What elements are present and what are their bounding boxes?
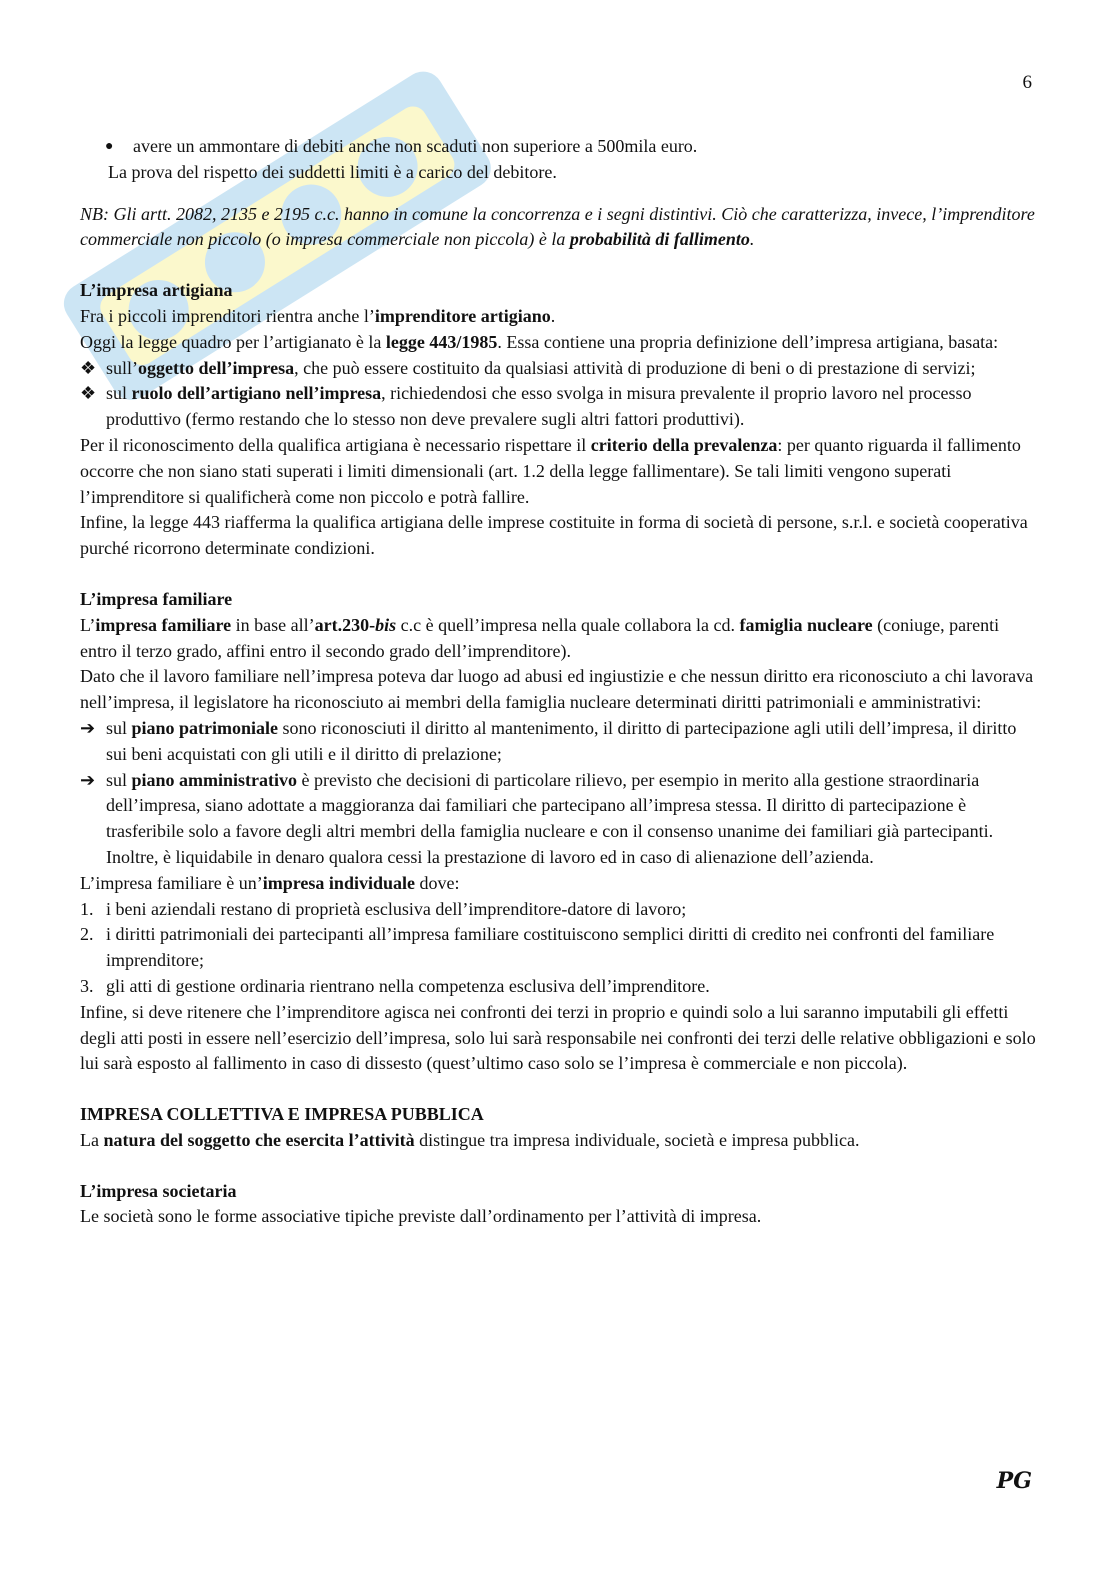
page-number: 6 — [1022, 72, 1032, 93]
paragraph: L’impresa familiare è un’impresa individuale dove: — [80, 872, 460, 893]
numbered-item: 2. i diritti patrimoniali dei partecipanti all’impresa familiare costituiscono semplici diritti di credito nei confronti del familiare imprenditore; — [80, 924, 995, 971]
paragraph: Dato che il lavoro familiare nell’impresa poteva dar luogo ad abusi ed ingiustizie e che nessun diritto era riconosciuto a chi lavorava nell’impresa, il legislatore ha riconosciuto ai membri della famiglia nucleare determinati diritti patrimoniali e amministrativi: — [80, 666, 1034, 713]
diamond-icon: ❖ — [80, 383, 97, 404]
footer-signature: PG — [996, 1468, 1032, 1494]
list-item: ❖ sul ruolo dell’artigiano nell’impresa, richiedendosi che esso svolga in misura prevalente il proprio lavoro nel processo produttivo (fermo restando che lo stesso non deve prevalere sugli altri fattori produttivi). — [80, 381, 1040, 433]
paragraph: Infine, si deve ritenere che l’imprenditore agisca nei confronti dei terzi in proprio e quindi solo a lui saranno imputabili gli effetti degli atti posti in essere nell’esercizio dell’impresa, solo lui sarà responsabile nei confronti dei terzi delle relative obbligazioni e solo lui sarà esposto al fallimento in caso di dissesto (quest’ultimo caso solo se l’impresa è commerciale e non piccola). — [80, 1001, 1036, 1074]
arrow-icon: ➔ — [80, 769, 96, 790]
list-item: ➔ sul piano amministrativo è previsto che decisioni di particolare rilievo, per esempio in merito alla gestione straordinaria dell’impresa, siano adottate a maggioranza dai familiari che partecipano all’impresa stessa. Il diritto di partecipazione è trasferibile solo a favore degli altri membri della famiglia nucleare e con il consenso unanime dei familiari già partecipanti. Inoltre, è liquidabile in denaro qualora cessi la prestazione di lavoro ed in caso di alienazione dell’azienda. — [80, 768, 1040, 871]
paragraph: Le società sono le forme associative tipiche previste dall’ordinamento per l’attività di impresa. — [80, 1206, 762, 1227]
nb-note: NB: Gli artt. 2082, 2135 e 2195 c.c. hanno in comune la concorrenza e i segni distintivi. Ciò che caratterizza, invece, l’imprenditore commerciale non piccolo (o impresa commerciale non piccola) è la probabilità di fallimento. — [80, 203, 1035, 250]
paragraph: La natura del soggetto che esercita l’attività distingue tra impresa individuale, società e impresa pubblica. — [80, 1129, 860, 1150]
bullet-item — [80, 134, 1040, 160]
document-body — [80, 134, 1040, 1230]
bullet-text: avere un ammontare di debiti anche non scaduti non superiore a 500mila euro. — [133, 136, 698, 156]
heading-impresa-collettiva: IMPRESA COLLETTIVA E IMPRESA PUBBLICA — [80, 1104, 484, 1125]
heading-impresa-familiare: L’impresa familiare — [80, 588, 233, 609]
paragraph: Infine, la legge 443 riafferma la qualifica artigiana delle imprese costituite in forma di società di persone, s.r.l. e società cooperativa purché ricorrono determinate condizioni. — [80, 512, 1028, 559]
heading-impresa-artigiana: L’impresa artigiana — [80, 280, 233, 301]
numbered-item: 1. i beni aziendali restano di proprietà esclusiva dell’imprenditore-datore di lavoro; — [80, 898, 687, 919]
numbered-item: 3. gli atti di gestione ordinaria rientrano nella competenza esclusiva dell’imprenditore. — [80, 975, 710, 996]
paragraph: Per il riconoscimento della qualifica artigiana è necessario rispettare il criterio della prevalenza: per quanto riguarda il fallimento occorre che non siano stati superati i limiti dimensionali (art. 1.2 della legge fallimentare). Se tali limiti vengono superati l’imprenditore si qualificherà come non piccolo e potrà fallire. — [80, 434, 1021, 507]
list-item: ➔ sul piano patrimoniale sono riconosciuti il diritto al mantenimento, il diritto di partecipazione agli utili dell’impresa, il diritto sui beni acquistati con gli utili e il diritto di prelazione; — [80, 716, 1040, 768]
paragraph: Oggi la legge quadro per l’artigianato è la legge 443/1985. Essa contiene una propria definizione dell’impresa artigiana, basata: — [80, 331, 999, 352]
list-item: ❖ sull’oggetto dell’impresa, che può essere costituito da qualsiasi attività di produzione di beni o di prestazione di servizi; — [80, 356, 1040, 382]
paragraph: L’impresa familiare in base all’art.230-bis c.c è quell’impresa nella quale collabora la cd. famiglia nucleare (coniuge, parenti entro il terzo grado, affini entro il secondo grado dell’imprenditore). — [80, 614, 1000, 661]
proof-note: La prova del rispetto dei suddetti limiti è a carico del debitore. — [108, 161, 557, 182]
diamond-icon: ❖ — [80, 357, 97, 378]
heading-impresa-societaria: L’impresa societaria — [80, 1180, 237, 1201]
arrow-icon: ➔ — [80, 717, 96, 738]
paragraph: Fra i piccoli imprenditori rientra anche l’imprenditore artigiano. — [80, 305, 556, 326]
bullet-dot-icon: ● — [105, 139, 114, 154]
